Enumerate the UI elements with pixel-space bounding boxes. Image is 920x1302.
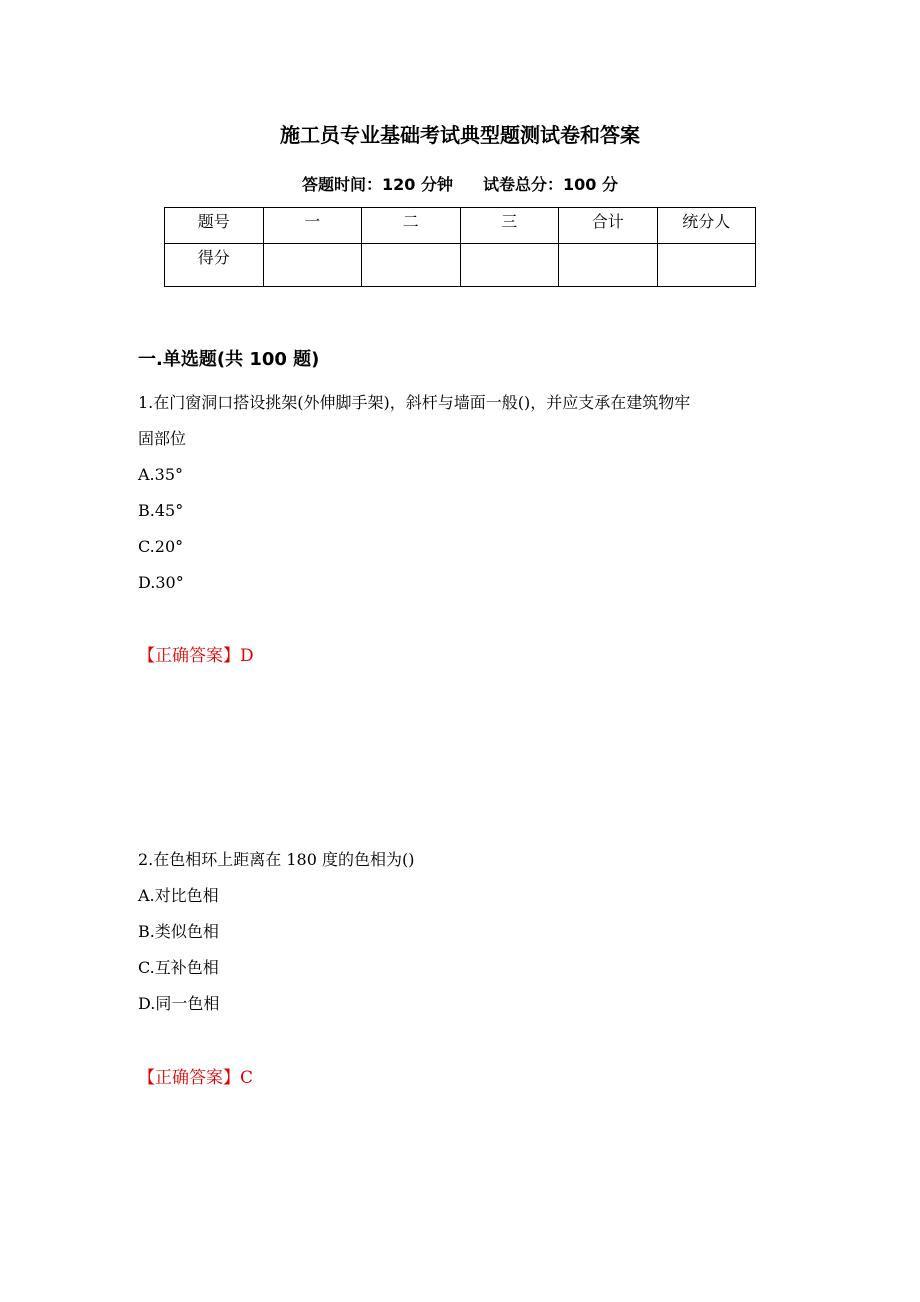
score-table-header-cell: 合计 — [559, 208, 658, 244]
score-table-header-cell: 一 — [263, 208, 362, 244]
exam-total-score: 试卷总分：100 分 — [483, 175, 618, 194]
question-1-stem: 1.在门窗洞口搭设挑架(外伸脚手架)，斜杆与墙面一般()，并应支承在建筑物牢 — [138, 393, 691, 412]
score-cell — [657, 244, 756, 287]
question-1-answer: 【正确答案】D — [138, 646, 254, 666]
exam-meta — [0, 172, 920, 198]
score-table — [164, 207, 756, 287]
question-1-option-b: B.45° — [138, 501, 184, 520]
question-2-option-c: C.互补色相 — [138, 958, 219, 977]
question-2-option-a: A.对比色相 — [138, 886, 219, 905]
score-cell — [362, 244, 461, 287]
score-table-header-row — [165, 208, 756, 244]
score-cell — [263, 244, 362, 287]
score-table-score-row — [165, 244, 756, 287]
question-2-answer: 【正确答案】C — [138, 1068, 254, 1088]
score-table-header-cell: 三 — [460, 208, 559, 244]
question-1-stem-continued: 固部位 — [138, 429, 187, 448]
score-table-header-cell: 题号 — [165, 208, 264, 244]
question-1-option-d: D.30° — [138, 573, 184, 592]
question-2-stem: 2.在色相环上距离在 180 度的色相为() — [138, 850, 415, 869]
question-1-option-a: A.35° — [138, 465, 183, 484]
score-table-header-cell: 统分人 — [657, 208, 756, 244]
section-title: 一.单选题(共 100 题) — [138, 349, 320, 370]
question-2-option-d: D.同一色相 — [138, 994, 220, 1013]
question-2-option-b: B.类似色相 — [138, 922, 219, 941]
score-cell — [559, 244, 658, 287]
question-1-option-c: C.20° — [138, 537, 184, 556]
exam-time: 答题时间：120 分钟 — [302, 175, 453, 194]
score-table-header-cell: 二 — [362, 208, 461, 244]
score-table-row-label: 得分 — [165, 244, 264, 287]
score-cell — [460, 244, 559, 287]
document-title: 施工员专业基础考试典型题测试卷和答案 — [280, 123, 640, 147]
